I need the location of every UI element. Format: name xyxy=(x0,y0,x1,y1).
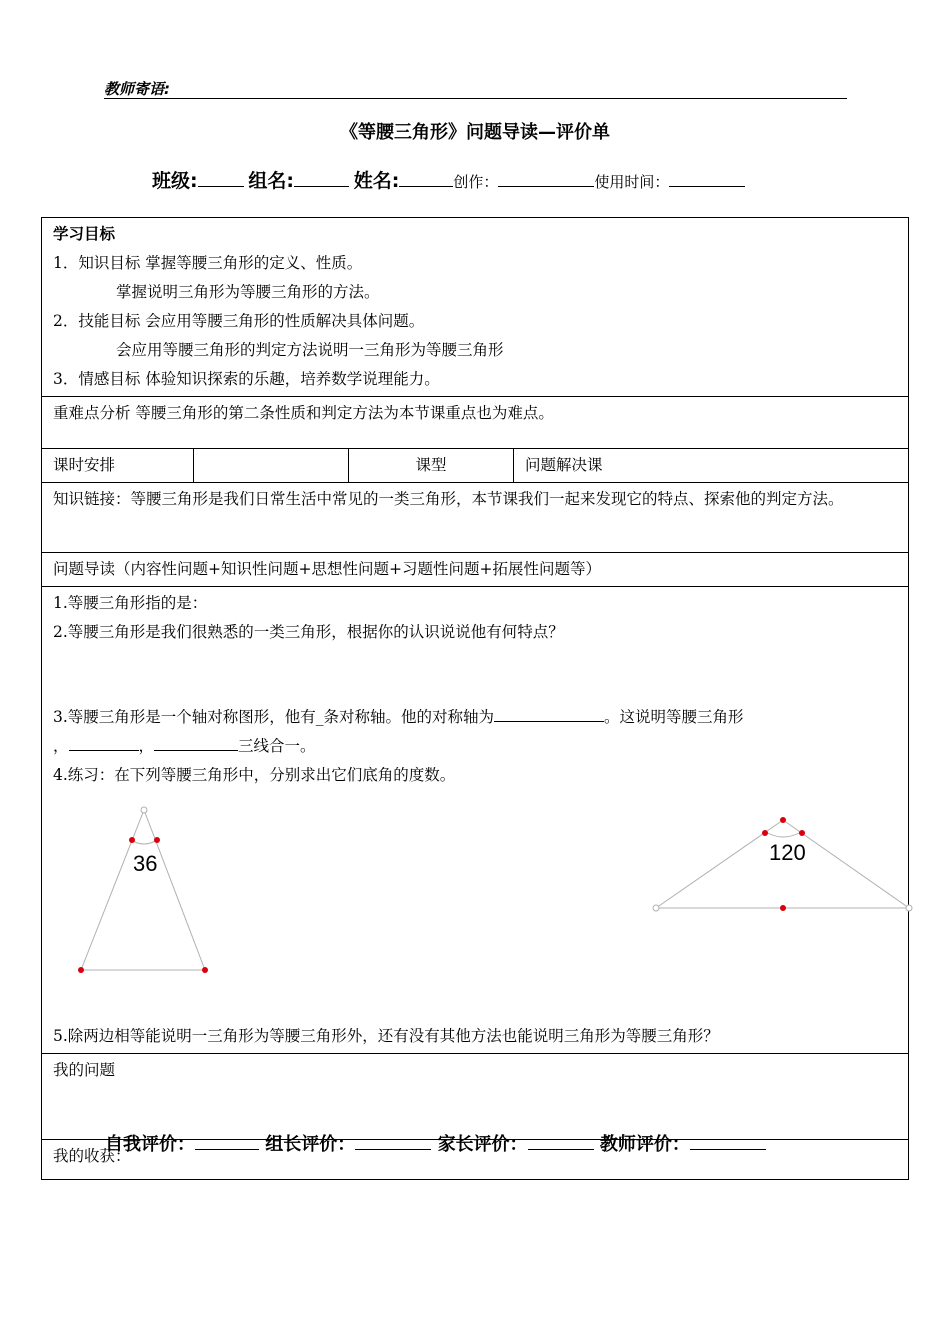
my-gain-cell[interactable]: 我的收获： xyxy=(42,1140,909,1180)
vertex-point xyxy=(202,967,208,973)
objectives-heading: 学习目标 xyxy=(53,225,116,243)
question-2: 2.等腰三角形是我们很熟悉的一类三角形，根据你的认识说说他有何特点？ xyxy=(53,623,564,641)
group-blank[interactable] xyxy=(294,170,349,187)
teacher-eval-blank[interactable] xyxy=(690,1133,766,1150)
triangle-left xyxy=(78,807,208,973)
time-label: 使用时间： xyxy=(594,173,670,191)
vertex-point xyxy=(141,807,147,813)
question-3-sep: ， xyxy=(53,737,69,755)
class-label: 班级: xyxy=(152,170,198,192)
triangle-edge xyxy=(144,810,205,970)
triangle-figures xyxy=(53,790,897,1022)
leader-eval-blank[interactable] xyxy=(355,1133,431,1150)
author-blank[interactable] xyxy=(498,170,594,187)
vertex-point xyxy=(129,837,135,843)
answer-space-2[interactable] xyxy=(53,647,897,703)
page-title: 《等腰三角形》问题导读—评价单 xyxy=(340,122,610,143)
vertex-point xyxy=(653,905,659,911)
author-label: 创作： xyxy=(453,173,499,191)
teacher-eval-label: 教师评价： xyxy=(599,1134,690,1155)
question-1: 1.等腰三角形指的是： xyxy=(53,594,208,612)
type-label: 课型 xyxy=(349,449,514,483)
vertex-point xyxy=(780,905,786,911)
evaluation-row xyxy=(105,1130,766,1156)
student-info-row xyxy=(152,166,745,193)
type-value: 问题解决课 xyxy=(514,449,909,483)
my-question-cell[interactable]: 我的问题 xyxy=(42,1054,909,1140)
objective-line: 会应用等腰三角形的判定方法说明一三角形为等腰三角形 xyxy=(116,341,504,359)
question-3-text-c: 三线合一。 xyxy=(238,737,316,755)
question-4: 4.练习：在下列等腰三角形中，分别求出它们底角的度数。 xyxy=(53,766,456,784)
key-points-cell: 重难点分析 等腰三角形的第二条性质和判定方法为本节课重点也为难点。 xyxy=(42,397,909,449)
parent-eval-label: 家长评价： xyxy=(437,1134,528,1155)
vertex-point xyxy=(154,837,160,843)
leader-eval-label: 组长评价： xyxy=(265,1134,356,1155)
question-5: 5.除两边相等能说明一三角形为等腰三角形外，还有没有其他方法也能说明三角形为等腰三角形？ xyxy=(53,1027,719,1045)
objective-line: 掌握说明三角形为等腰三角形的方法。 xyxy=(116,283,380,301)
vertex-point xyxy=(906,905,912,911)
angle-label-36: 36 xyxy=(133,851,158,876)
objective-line: 3．情感目标 体验知识探索的乐趣，培养数学说理能力。 xyxy=(53,370,440,388)
self-eval-label: 自我评价： xyxy=(105,1134,195,1155)
group-label: 组名: xyxy=(248,170,294,192)
worksheet-table xyxy=(41,217,909,1180)
objective-line: 1．知识目标 掌握等腰三角形的定义、性质。 xyxy=(53,254,363,272)
time-blank[interactable] xyxy=(669,170,745,187)
triangles-svg xyxy=(53,790,913,1022)
knowledge-link-cell: 知识链接：等腰三角形是我们日常生活中常见的一类三角形，本节课我们一起来发现它的特点、探索他的判定方法。 xyxy=(42,483,909,553)
question-3-sep: ， xyxy=(138,737,155,755)
hours-label: 课时安排 xyxy=(42,449,194,483)
objectives-cell xyxy=(42,218,909,397)
blank-2[interactable] xyxy=(154,734,238,751)
guide-heading-cell: 问题导读（内容性问题+知识性问题+思想性问题+习题性问题+拓展性问题等） xyxy=(42,553,909,587)
name-blank[interactable] xyxy=(399,170,453,187)
hours-value[interactable] xyxy=(194,449,349,483)
angle-label-120: 120 xyxy=(769,840,806,865)
angle-arc xyxy=(766,832,801,837)
triangle-edge xyxy=(81,810,144,970)
parent-eval-blank[interactable] xyxy=(528,1133,594,1150)
teacher-note-line xyxy=(104,78,847,99)
triangle-right xyxy=(653,817,912,911)
vertex-point xyxy=(762,830,768,836)
self-eval-blank[interactable] xyxy=(195,1133,259,1150)
question-3 xyxy=(53,703,897,761)
question-3-text-a: 3.等腰三角形是一个轴对称图形，他有_条对称轴。他的对称轴为 xyxy=(53,708,495,726)
question-3-text-b: 。这说明等腰三角形 xyxy=(604,708,744,726)
blank-1[interactable] xyxy=(69,734,139,751)
class-blank[interactable] xyxy=(198,170,244,187)
questions-cell xyxy=(42,587,909,1054)
vertex-point xyxy=(799,830,805,836)
objective-line: 2．技能目标 会应用等腰三角形的性质解决具体问题。 xyxy=(53,312,425,330)
vertex-point xyxy=(78,967,84,973)
teacher-note-label: 教师寄语: xyxy=(104,80,170,98)
name-label: 姓名: xyxy=(353,170,400,192)
vertex-point xyxy=(780,817,786,823)
angle-arc xyxy=(133,841,155,844)
axis-blank[interactable] xyxy=(494,705,604,722)
